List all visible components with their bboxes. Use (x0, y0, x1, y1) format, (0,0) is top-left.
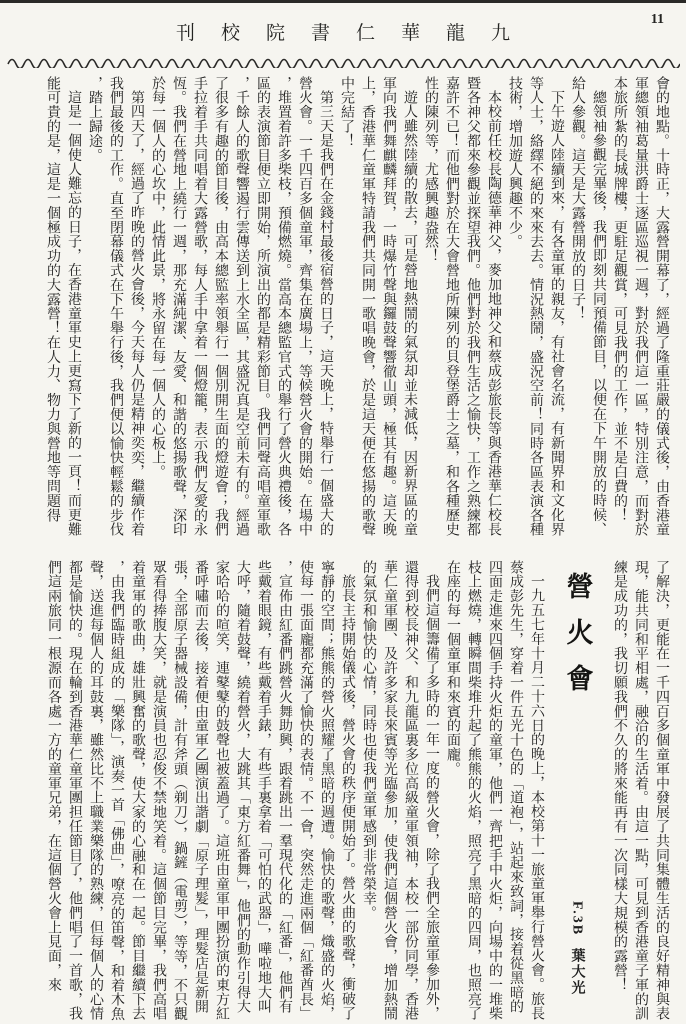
page-number: 11 (650, 12, 664, 27)
bottom-section (20, 560, 672, 1022)
paragraph: 一九五七年十月二十六日的晚上，本校第十一旅童軍舉行營火會。旅長蔡成彭先生，穿着一件五光十色的「道袍」，站起來致詞，接着從黑暗的四面走進來四個手持火炬的童軍，他們一齊把手中火炬，向場中的一堆柴枝上燃燒，轉瞬間柴堆升起了熊熊的火焰，照亮了黑暗的四周，也照亮了在座的每一個童軍和來賓的面龐。 (445, 560, 544, 1021)
paragraph: 第四天了，經過了昨晚的營火會後，今天每人仍是精神奕奕，繼續作着我們最後的工作。直至閉幕儀式在下午舉行後，我們便以愉快輕鬆的步伐，踏上歸途。 (87, 76, 144, 537)
paragraph: 本校前任校長陶德華神父，麥加地神父和蔡成彭旅長等與香港華仁校長暨各神父都來參觀並探望我們。他們對於我們生活之愉快，工作之熟練都嘉許不已！而他們對於在大會營地所陳列的貝登堡爵士之墓，和各種歷史性的陳列等，尤感興趣盎然！ (423, 76, 501, 537)
campfire-article-text (43, 560, 547, 1022)
article-title: 營火會 (562, 572, 593, 710)
camp-article-top-section (20, 76, 672, 538)
page-header (0, 0, 686, 56)
wavy-divider (6, 56, 680, 68)
paragraph: 第三天是我們在金錢村最後宿營的日子，這天晚上，特舉行一個盛大的營火會。一千四百多個童軍，齊集在廣場上，等候營火會的開始。在場中，堆置着許多柴枝，預備燃燒。當高本總監官式的舉行了營火典禮後，各區的表演節目便立即開始，所演出的都是精彩節目。我們同聲高唱童軍歌，千餘人的歌聲響遏行雲傳送到上水全區，其盛況真是空前未有的。經過了很多有趣的節目後，由高本總監率領舉行一個別開生面的燈遊會；我們手拉着手共同唱着大露營歌，每人手中拿着一個燈籠，表示我們友愛的永恆。我們在營地上繞行一週，那充滿純潔、友愛、和諧的悠揚歌聲，深印於每一個人的心坎中，此情此景，將永留在每一個人的心板上。 (150, 76, 333, 537)
author-class: F.3B (569, 900, 585, 936)
campfire-article-heading (557, 560, 597, 1022)
camp-article-text (42, 76, 672, 538)
paragraph: 遊人雖然陸續的散去，可是營地熱鬧的氣氛却並未減低，因新界區的童軍向我們舞麒麟拜賀，一時爆竹聲與鑼鼓聲響徹山頭，極其有趣。這天晚上，香港華仁童軍特請我們共同開一歌唱晚會，於是這天便在悠揚的歌聲中完結了！ (339, 76, 417, 537)
camp-article-conclusion (609, 560, 672, 1022)
paragraph: 總領袖參觀完畢後，我們即刻共同預備節目，以便在下午開放的時候、給人參觀。這天是大露營開放的日子！ (570, 76, 606, 537)
paragraph: 了解決，更能在一千四百多個童軍中發展了共同集體生活的良好精神與表現，能共同和平相處，融洽的生活着。由這一點，可見到香港童子軍的訓練是成功的，我切願我們不久的將來能再有一次同樣大規模的露營！ (612, 560, 669, 1021)
paragraph: 我們這個籌備了多時的一年一度的營火會，除了我們全旅童軍參加外，還得到校長神父、和九龍區裏多位高級童軍領袖，本校一部份同學，香港華仁童軍團、及許多家長來賓等光臨參加，使我們這個營火會，增加熱鬧的氣氛和愉快的心情，同時也使我們童軍感到非常榮幸。 (361, 560, 439, 1021)
paragraph: 這是一個使人難忘的日子，在香港童軍史上更寫下了新的一頁！而更難能可貴的是，這是一個極成功的大露營！在人力、物力與營地等問題得 (45, 76, 81, 537)
article-byline (567, 901, 588, 996)
wave-path (8, 60, 680, 69)
author-name: 葉大光 (569, 948, 585, 996)
paragraph: 旅長主持開始儀式後，營火會的秩序便開始了。營火曲的歌聲，衝破了寧靜的空間；熊熊的營火照耀了黑暗的週遭。愉快的歌聲，熾盛的火焰，使每一張面龐都充滿了愉快的表情。不一會，突然走進兩個「紅番酋長」，宣佈由紅番們跳營火舞助興，跟着跳出一羣現代化的「紅番」，他們有些戴着眼鏡，有些戴着手錶，有些手裏拿着「可怕的武器」，嘩啦地大叫大呼，隨着鼓聲，繞着營火，大跳其「東方紅番舞」，他們的動作引得大家哈哈的喧笑，連鼕鼕的鼓聲也被蓋過了。這班由童軍甲團扮演的東方紅番呼嘯而去後，接着便由童軍乙團演出諧劇「原子理髮」，理髮店是新開張，全部原子器械設備，計有斧頭（剃刀），鍋鏟（電剪），等等，不只觀眾看得捧腹大笑，就是演員也忍俊不禁地笑着。這個節目完畢，我們高唱着童軍的歌曲，雄壯興奮的歌聲，使大家的心融和在一起。節目繼續下去，由我們臨時組成的「樂隊」，演奏一首「佛曲」，嘹亮的笛聲，和着木魚聲，送進每個人的耳鼓裏，雖然比不上職業樂隊的熟練，但每個人的心情都是愉快的。現在輪到香港華仁童軍團担任節目了，他們唱了一首歌，我們這兩旅同一根源而各處一方的童軍兄弟，在這個營火會上見面，來 (46, 560, 355, 1022)
paragraph: 下午遊人陸續到來，有各童軍的親友，有社會名流，有新聞界和文化界等人士，絡繹不絕的來來去去。情況熱鬧，盛況空前！同時各區表演各種技術，增加遊人興趣不少。 (507, 76, 564, 537)
journal-title: 刊校院書仁華龍九 (175, 23, 536, 44)
paragraph: 會的地點。十時正，大露營開幕了，經過了隆重莊嚴的儀式後，由香港童軍總領袖葛量洪爵士逐區巡視一週，對於我們這一區，特別注意，而對於本旅所紮的長城牌樓，更駐足觀賞，可見我們的工作，並不是白費的！ (612, 76, 669, 537)
